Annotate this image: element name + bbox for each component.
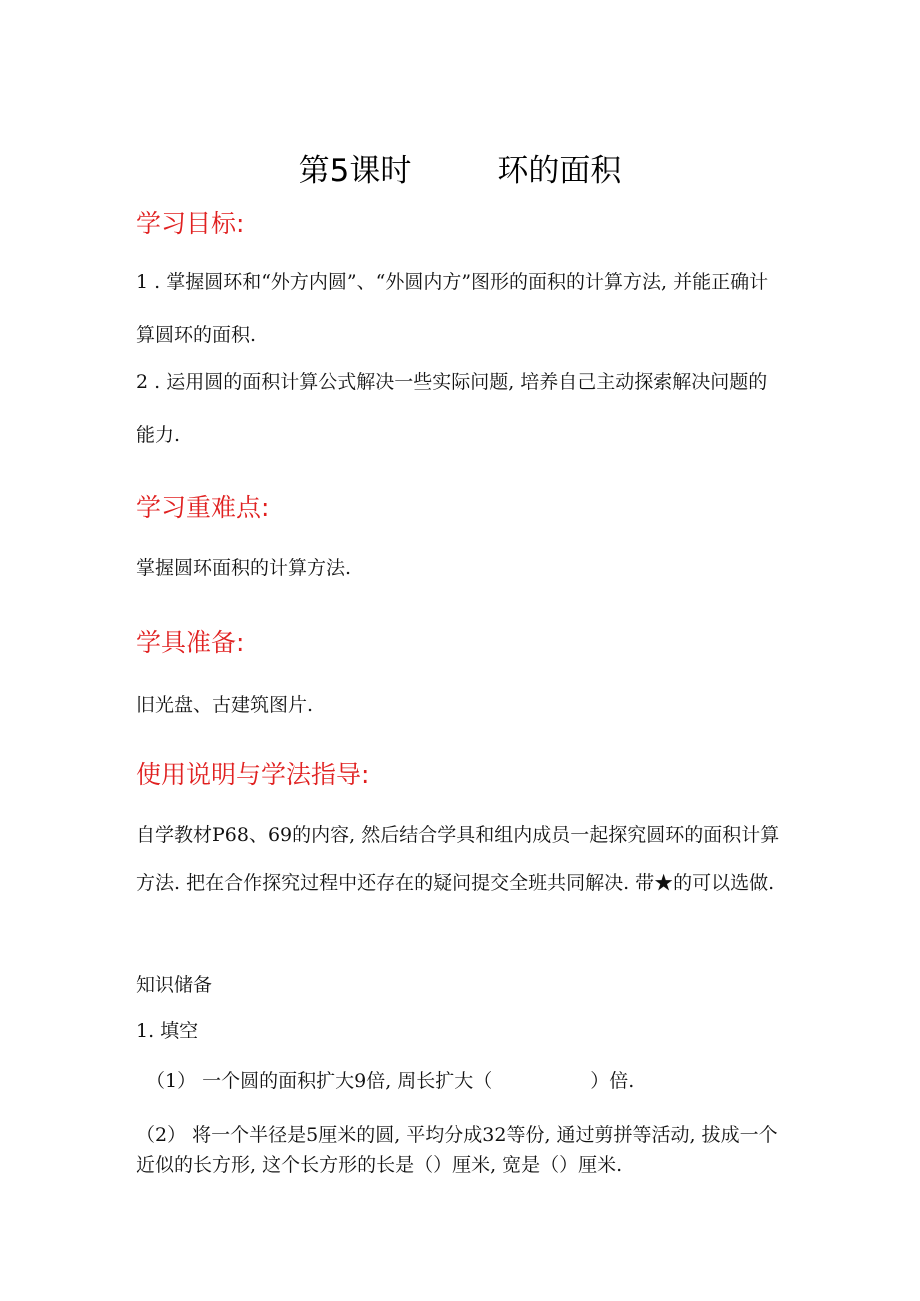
key-points-heading: 学习重难点: [136,493,270,522]
objective-item-2: 2 . 运用圆的面积计算公式解决一些实际问题, 培养自己主动探索解决问题的能力. [136,371,768,446]
objectives-heading: 学习目标: [136,209,245,238]
materials-text: 旧光盘、古建筑图片. [136,694,314,716]
guide-heading: 使用说明与学法指导: [136,760,370,789]
lesson-number: 第5课时 [298,153,412,189]
question-1-1-suffix: ）倍. [590,1070,635,1092]
knowledge-label: 知识储备 [136,974,213,996]
guide-text: 自学教材P68、69的内容, 然后结合学具和组内成员一起探究圆环的面积计算方法. 把在合作探究过程中还存在的疑问提交全班共同解决. 带★的可以选做. [136,824,780,894]
question-1-label: 1. 填空 [136,1020,199,1042]
question-1-1-text: （1） 一个圆的面积扩大9倍, 周长扩大（ [146,1070,493,1092]
question-1-1 [146,1066,634,1093]
key-points-text: 掌握圆环面积的计算方法. [136,557,352,579]
lesson-topic: 环的面积 [497,153,622,189]
lesson-title [0,145,920,190]
objective-item-1: 1 . 掌握圆环和“外方内圆”、“外圆内方”图形的面积的计算方法, 并能正确计算圆环的面积. [136,271,769,346]
materials-heading: 学具准备: [136,628,245,657]
question-1-2: （2） 将一个半径是5厘米的圆, 平均分成32等份, 通过剪拼等活动, 拔成一个近似的长方形, 这个长方形的长是（）厘米, 宽是（）厘米. [136,1124,778,1176]
